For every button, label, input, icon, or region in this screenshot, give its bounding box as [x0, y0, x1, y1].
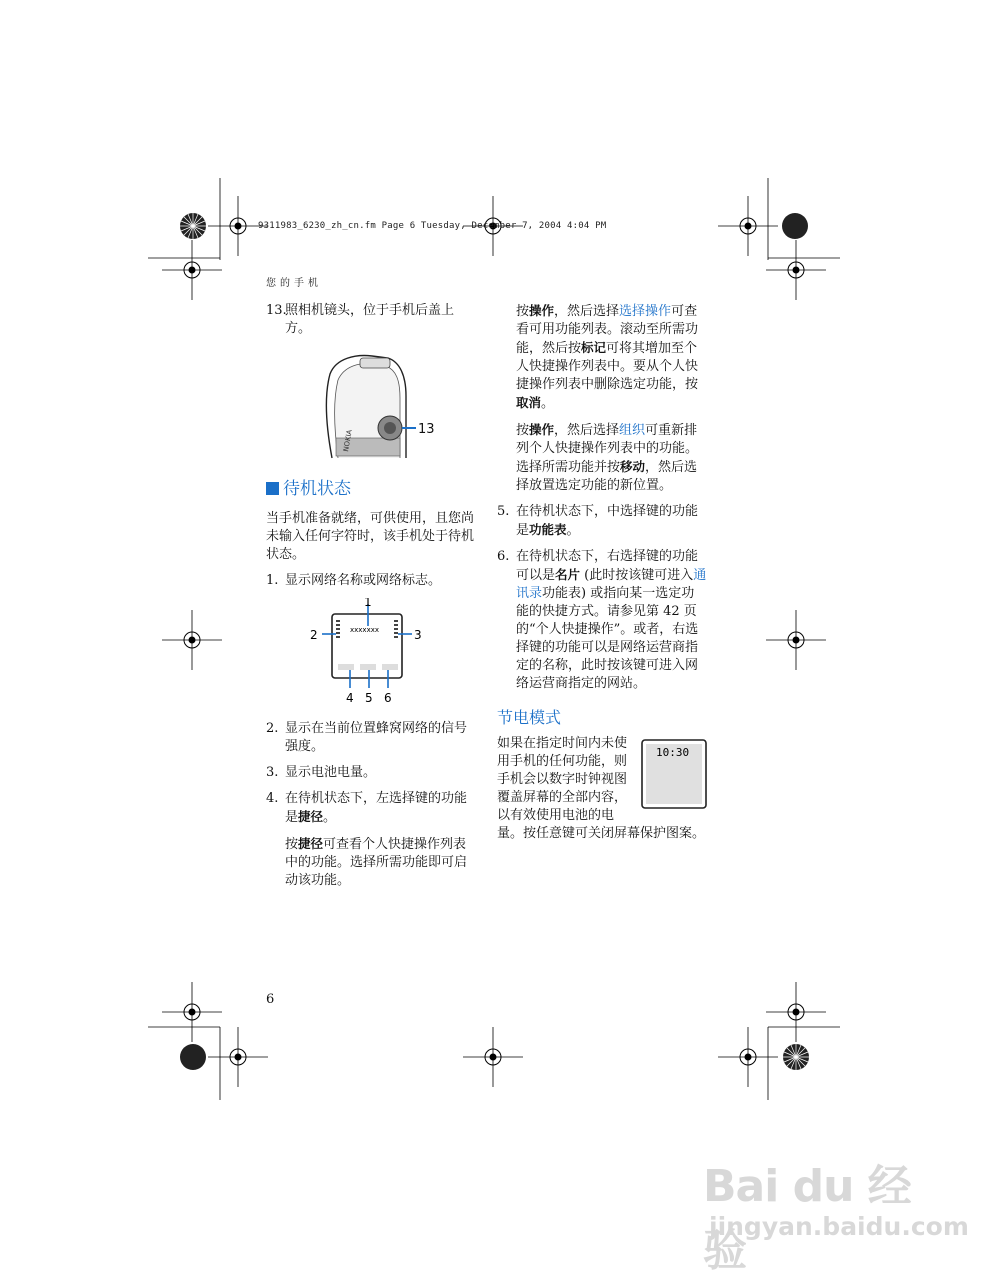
baidu-watermark — [703, 1150, 969, 1276]
list-item-3: 3. 显示电池电量。 — [266, 765, 377, 780]
clock-digits: 10:30 — [656, 746, 690, 759]
shortcut-organize-paragraph: 按操作，然后选择组织可重新排列个人快捷操作列表中的功能。选择所需功能并按移动，然后选择放置选定功能的新位置。 — [516, 422, 699, 493]
list-item-6: 6. 在待机状态下，右选择键的功能可以是名片 (此时按该键可进入通讯录功能表) 或指向某一选定功能的快捷方式。请参见第 42 页的“个人快捷操作”。或者，右选择键的功能可以是网络运营商指定的名称，此时按该键可进入网络运营商指定的网站。 — [497, 549, 707, 691]
callout-13: 13 — [418, 422, 435, 437]
heading-square-icon — [266, 482, 279, 495]
shortcut-select-paragraph: 按操作，然后选择选择操作可查看可用功能列表。滚动至所需功能，然后按标记可将其增加至个人快捷操作列表中。要从个人快捷操作列表中删除选定功能，按取消。 — [516, 303, 699, 411]
svg-text:2: 2 — [310, 628, 318, 642]
svg-text:4: 4 — [346, 691, 354, 705]
svg-text:NOKIA: NOKIA — [342, 429, 354, 453]
link-select-options[interactable]: 选择操作 — [619, 304, 672, 319]
watermark-brand: Bai du 经验 — [703, 1161, 911, 1276]
file-info-line: 9311983_6230_zh_cn.fm Page 6 Tuesday, December 7, 2004 4:04 PM — [258, 221, 607, 231]
svg-text:1: 1 — [364, 598, 372, 609]
phone-back-figure — [266, 346, 476, 464]
power-saver-paragraph: 10:30 如果在指定时间内未使用手机的任何功能，则手机会以数字时钟视图覆盖屏幕的全部内容，以有效使用电池的电量。按任意键可关闭屏幕保护图案。 — [497, 736, 706, 841]
standby-intro: 当手机准备就绪，可供使用，且您尚未输入任何字符时，该手机处于待机状态。 — [266, 511, 475, 562]
svg-text:3: 3 — [414, 628, 422, 642]
list-item-4-detail: 按捷径可查看个人快捷操作列表中的功能。选择所需功能即可启动该功能。 — [285, 836, 468, 888]
screen-network-text: xxxxxxx — [350, 626, 379, 634]
svg-text:6: 6 — [384, 691, 392, 705]
standby-screen-figure — [266, 598, 476, 710]
watermark-url: jingyan.baidu.com — [709, 1212, 969, 1241]
right-column — [497, 302, 707, 843]
page-number: 6 — [266, 992, 275, 1007]
list-item-4: 4. 在待机状态下，左选择键的功能是捷径。 — [266, 791, 468, 825]
running-title: 您的手机 — [266, 278, 322, 289]
svg-text:5: 5 — [365, 691, 373, 705]
list-item-2: 2. 显示在当前位置蜂窝网络的信号强度。 — [266, 721, 468, 754]
section-heading-power-saver: 节电模式 — [497, 708, 562, 727]
link-organize[interactable]: 组织 — [619, 423, 646, 438]
section-heading-standby: 待机状态 — [266, 478, 476, 500]
link-contacts[interactable]: 通讯录 — [516, 568, 707, 601]
list-item-13: 13. 照相机镜头，位于手机后盖上方。 — [266, 303, 455, 336]
list-item-5: 5. 在待机状态下，中选择键的功能是功能表。 — [497, 504, 699, 538]
left-column — [266, 302, 476, 898]
list-item-1: 1. 显示网络名称或网络标志。 — [266, 573, 442, 588]
clock-screen-figure — [641, 739, 707, 809]
